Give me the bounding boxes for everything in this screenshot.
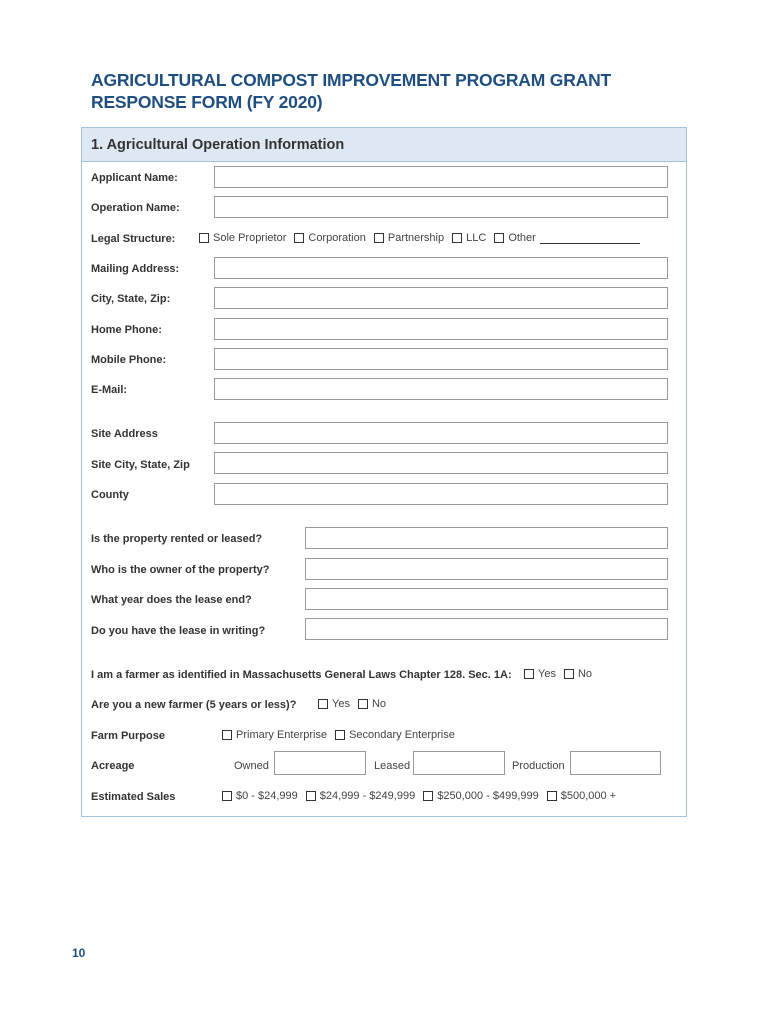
new-farmer-options (318, 698, 394, 710)
lease-end-label: What year does the lease end? (91, 594, 252, 606)
title-line-2: RESPONSE FORM (FY 2020) (91, 92, 323, 112)
legal-option-label: LLC (466, 232, 487, 244)
home-phone-field[interactable] (214, 318, 668, 340)
email-field[interactable] (214, 378, 668, 400)
checkbox-icon[interactable] (306, 791, 316, 801)
acreage-label: Acreage (91, 760, 135, 772)
estimated-sales-label: Estimated Sales (91, 791, 176, 803)
farmer-yes-option[interactable] (524, 668, 556, 680)
legal-option-sole[interactable] (199, 232, 286, 244)
county-field[interactable] (214, 483, 668, 505)
farmer-no-option[interactable] (564, 668, 592, 680)
checkbox-icon[interactable] (374, 233, 384, 243)
checkbox-icon[interactable] (294, 233, 304, 243)
new-farmer-yes-option[interactable] (318, 698, 350, 710)
site-address-label: Site Address (91, 428, 158, 440)
sales-label: $500,000 + (560, 790, 617, 802)
mailing-address-label: Mailing Address: (91, 263, 180, 275)
city-state-zip-field[interactable] (214, 287, 668, 309)
sales-option-3[interactable] (423, 790, 539, 802)
yes-label: Yes (538, 668, 556, 680)
sales-option-1[interactable] (222, 790, 298, 802)
checkbox-icon[interactable] (423, 791, 433, 801)
applicant-name-field[interactable] (214, 166, 668, 188)
farm-purpose-options (222, 729, 463, 741)
yes-label: Yes (332, 698, 350, 710)
checkbox-icon[interactable] (335, 730, 345, 740)
legal-option-llc[interactable] (452, 232, 486, 244)
acreage-owned-field[interactable] (274, 751, 366, 775)
checkbox-icon[interactable] (222, 730, 232, 740)
owner-field[interactable] (305, 558, 668, 580)
legal-option-partnership[interactable] (374, 232, 444, 244)
acreage-leased-field[interactable] (413, 751, 505, 775)
no-label: No (371, 698, 387, 710)
farm-purpose-label: Farm Purpose (91, 730, 165, 742)
owner-label: Who is the owner of the property? (91, 564, 270, 576)
checkbox-icon[interactable] (524, 669, 534, 679)
acreage-owned-label: Owned (234, 760, 269, 772)
home-phone-label: Home Phone: (91, 324, 162, 336)
primary-enterprise-option[interactable] (222, 729, 327, 741)
rented-leased-field[interactable] (305, 527, 668, 549)
lease-end-field[interactable] (305, 588, 668, 610)
sales-label: $24,999 - $249,999 (319, 790, 416, 802)
acreage-production-label: Production (512, 760, 565, 772)
form-title (91, 69, 711, 113)
legal-option-label: Corporation (308, 232, 366, 244)
no-label: No (577, 668, 593, 680)
operation-name-field[interactable] (214, 196, 668, 218)
acreage-leased-label: Leased (374, 760, 411, 772)
site-address-field[interactable] (214, 422, 668, 444)
sales-label: $250,000 - $499,999 (437, 790, 539, 802)
rented-leased-label: Is the property rented or leased? (91, 533, 263, 545)
sales-option-4[interactable] (547, 790, 616, 802)
legal-option-label: Sole Proprietor (213, 232, 287, 244)
city-state-zip-label: City, State, Zip: (91, 293, 171, 305)
purpose-label: Primary Enterprise (236, 729, 328, 741)
mailing-address-field[interactable] (214, 257, 668, 279)
secondary-enterprise-option[interactable] (335, 729, 455, 741)
section-header (82, 128, 686, 162)
new-farmer-label: Are you a new farmer (5 years or less)? (91, 699, 297, 711)
lease-writing-label: Do you have the lease in writing? (91, 625, 266, 637)
legal-option-label: Partnership (387, 232, 445, 244)
checkbox-icon[interactable] (358, 699, 368, 709)
checkbox-icon[interactable] (318, 699, 328, 709)
mobile-phone-field[interactable] (214, 348, 668, 370)
purpose-label: Secondary Enterprise (349, 729, 455, 741)
page-number: 10 (72, 946, 86, 960)
other-blank-line[interactable] (540, 233, 640, 244)
legal-option-label: Other (508, 232, 536, 244)
checkbox-icon[interactable] (199, 233, 209, 243)
checkbox-icon[interactable] (494, 233, 504, 243)
farmer-mgl-label: I am a farmer as identified in Massachusetts General Laws Chapter 128. Sec. 1A: (91, 669, 512, 681)
lease-writing-field[interactable] (305, 618, 668, 640)
site-city-label: Site City, State, Zip (91, 459, 190, 471)
checkbox-icon[interactable] (222, 791, 232, 801)
mobile-phone-label: Mobile Phone: (91, 354, 167, 366)
legal-structure-label: Legal Structure: (91, 233, 176, 245)
operation-name-label: Operation Name: (91, 202, 180, 214)
acreage-production-field[interactable] (570, 751, 661, 775)
county-label: County (91, 489, 129, 501)
checkbox-icon[interactable] (452, 233, 462, 243)
legal-structure-options (199, 232, 648, 244)
email-label: E-Mail: (91, 384, 128, 396)
sales-option-2[interactable] (306, 790, 415, 802)
section-heading: 1. Agricultural Operation Information (91, 137, 345, 153)
sales-label: $0 - $24,999 (236, 790, 298, 802)
checkbox-icon[interactable] (547, 791, 557, 801)
title-line-1: AGRICULTURAL COMPOST IMPROVEMENT PROGRAM GRANT (91, 70, 612, 90)
legal-option-corporation[interactable] (294, 232, 365, 244)
estimated-sales-options (222, 790, 624, 802)
farmer-mgl-options (524, 668, 600, 680)
checkbox-icon[interactable] (564, 669, 574, 679)
site-city-field[interactable] (214, 452, 668, 474)
legal-option-other[interactable] (494, 232, 640, 244)
applicant-name-label: Applicant Name: (91, 172, 178, 184)
new-farmer-no-option[interactable] (358, 698, 386, 710)
